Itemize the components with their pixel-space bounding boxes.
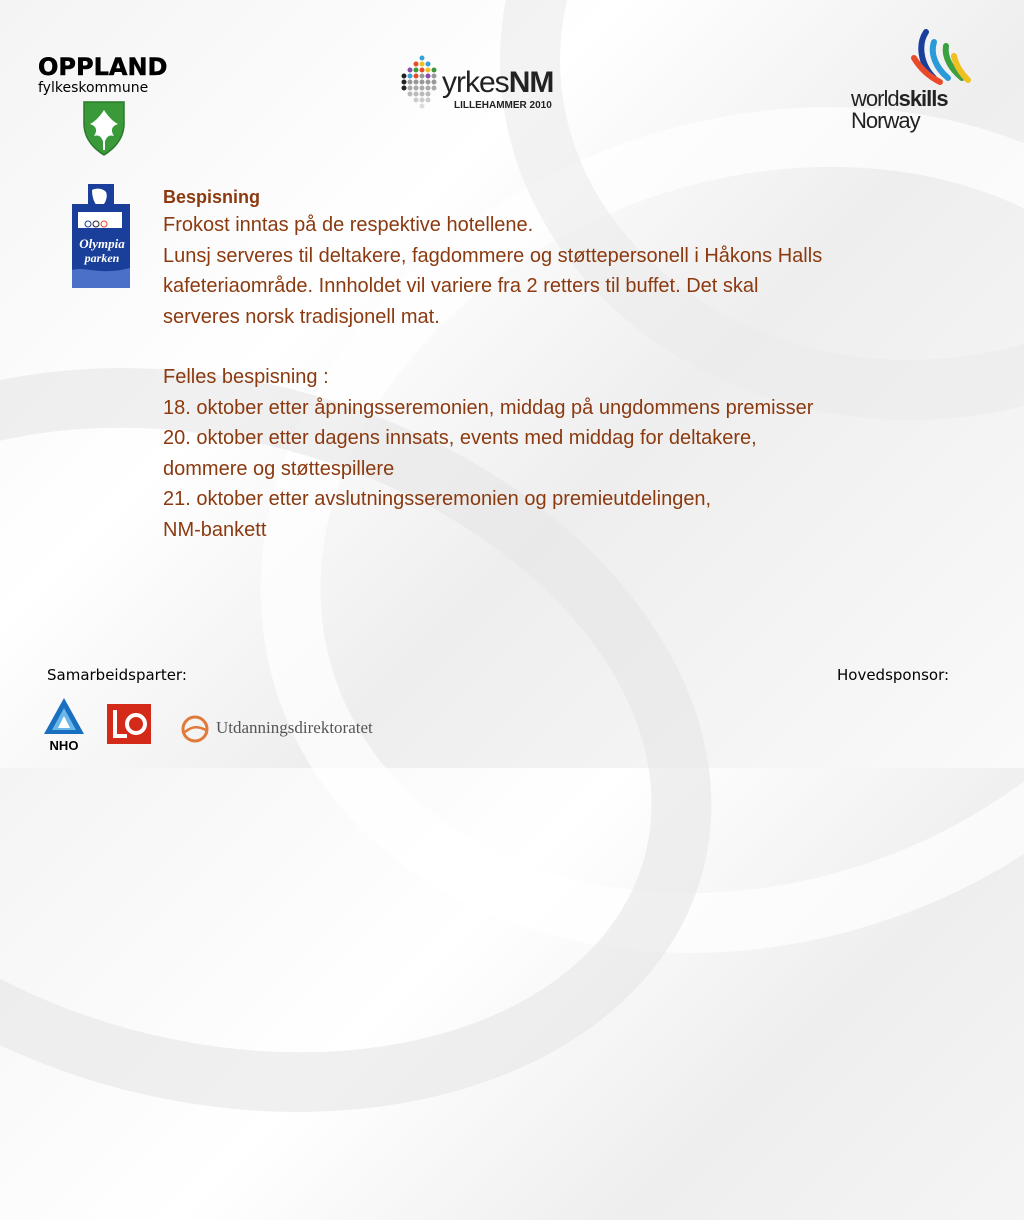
main-content [163,184,963,545]
yrkesnm-tagline: LILLEHAMMER 2010 [454,100,552,111]
nho-logo [40,696,88,754]
nho-text: NHO [49,738,79,753]
text-line: Lunsj serveres til deltakere, fagdommere og støttepersonell i Håkons Halls [163,244,823,267]
olympia-line1: Olympia [79,236,125,251]
worldskills-country: Norway [851,108,920,133]
udir-emblem-icon [180,714,210,744]
paragraph-gap [163,332,963,362]
text-line: 18. oktober etter åpningsseremonien, middag på ungdommens premisser [163,396,814,419]
text-line: serveres norsk tradisjonell mat. [163,305,440,328]
dot-grid-icon [398,54,442,120]
worldskills-wordmark: worldskills [851,86,948,111]
worldskills-swirl-icon [848,28,978,90]
text-line: kafeteriaområde. Innholdet vil variere fra 2 retters til buffet. Det skal [163,275,759,297]
section-heading: Bespisning [163,187,261,207]
olympiaparken-logo [70,182,134,290]
text-line: 20. oktober etter dagens innsats, events med middag for deltakere, [163,427,757,449]
sponsor-label: Hovedsponsor: [837,666,950,684]
worldskills-logo [848,28,978,138]
lo-logo [107,704,151,744]
text-line: Frokost inntas på de respektive hotellene. [163,214,534,236]
partners-label: Samarbeidsparter: [47,666,187,684]
udir-logo [180,712,380,746]
yrkesnm-logo [398,54,568,124]
olympia-line2: parken [84,251,120,265]
text-line: 21. oktober etter avslutningsseremonien og premieutdelingen, [163,488,712,510]
text-line: NM-bankett [163,518,267,541]
text-line: dommere og støttespillere [163,457,395,480]
udir-text: Utdanningsdirektoratet [216,718,373,737]
yrkesnm-wordmark: yrkesNM [442,66,554,99]
oppland-name: OPPLAND [38,53,168,81]
oppland-logo [38,54,178,96]
text-line: Felles bespisning : [163,366,329,388]
oppland-sub: fylkeskommune [38,80,149,96]
oppland-shield-icon [82,100,126,156]
